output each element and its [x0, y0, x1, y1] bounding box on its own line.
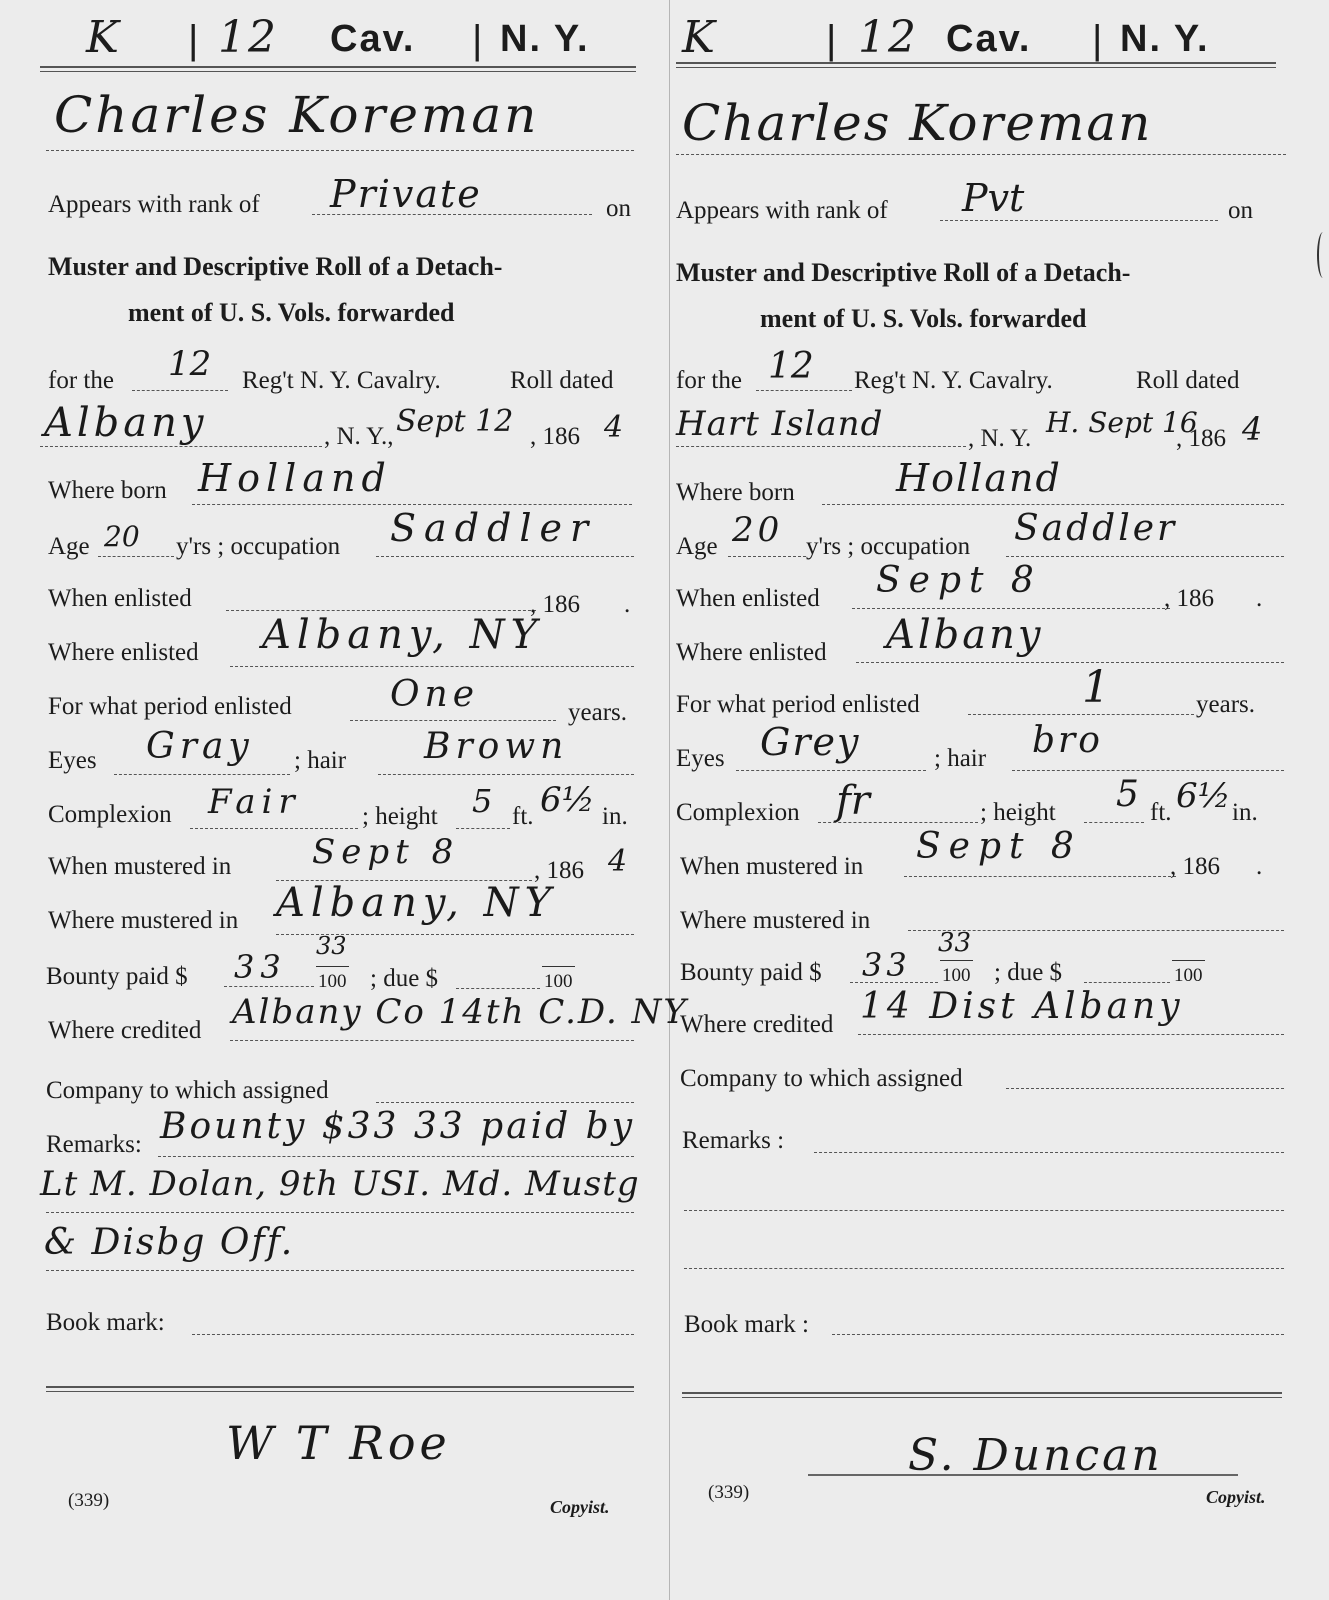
height-in: 6½ [1176, 776, 1231, 816]
when-enlisted-year: , 186 [1164, 585, 1214, 612]
roll-title-line2: ment of U. S. Vols. forwarded [760, 304, 1087, 333]
signature-rule [46, 1386, 634, 1392]
where-credited-value: 14 Dist Albany [860, 986, 1184, 1027]
ft-label: ft. [1150, 799, 1172, 826]
regiment-number: 12 [168, 344, 212, 384]
when-enlisted-value: Sept 8 [876, 560, 1042, 601]
year-suffix: 4 [604, 410, 624, 445]
rank-label: Appears with rank of [48, 191, 260, 218]
copyist-label: Copyist. [1206, 1487, 1266, 1507]
roll-title-line1: Muster and Descriptive Roll of a Detach- [48, 252, 503, 281]
where-credited-label: Where credited [48, 1017, 202, 1044]
header-rule [40, 66, 636, 72]
copyist-signature: S. Duncan [908, 1430, 1163, 1481]
height-in: 6½ [540, 780, 595, 820]
rank-value: Private [330, 172, 482, 216]
when-enlisted-year: , 186 [530, 591, 580, 618]
height-ft: 5 [472, 782, 493, 820]
years-occupation-label: y'rs ; occupation [176, 533, 341, 560]
regiment-label: Reg't N. Y. Cavalry. [854, 367, 1053, 394]
roll-title-line2: ment of U. S. Vols. forwarded [128, 298, 455, 327]
eyes-label: Eyes [676, 745, 725, 772]
year-prefix: , 186 [1176, 425, 1226, 452]
where-mustered-label: Where mustered in [680, 907, 871, 934]
mustered-year: , 186 [1170, 853, 1220, 880]
mustered-in-value: Sept 8 [312, 832, 460, 872]
roll-title-line1: Muster and Descriptive Roll of a Detach- [676, 258, 1131, 287]
age-value: 20 [104, 520, 140, 553]
years-label: years. [568, 699, 627, 726]
book-mark-label: Book mark: [46, 1309, 165, 1336]
where-mustered-value: Albany, NY [276, 880, 558, 926]
roll-place: Hart Island [676, 404, 884, 444]
where-born-label: Where born [676, 479, 795, 506]
due-label: ; due $ [370, 965, 439, 992]
occupation-value: Saddler [1014, 508, 1178, 549]
muster-card-right: K | 12 Cav. | N. Y. Charles Koreman Appears with rank of Pvt on Muster and Descriptive Roll of a Detach- ment of U. S. Vols. forwarded for the 12 Reg't N. Y. Cavalry. Roll dated Hart Island , N. Y. H. Sept 16 , 186 4 Where born Holland Age 20 y'rs ; occupation Saddler When enlisted Sept 8 , 186 . Where enlisted Albany For what period enlisted 1 years. Eyes Grey ; hair bro Complexion fr ; height 5 ft. 6½ in. When mustered in Sept 8 , 186 . Where mustered in Bounty paid $ 33 33 100 ; due $ 100 Where credited 14 Dist Albany Company to which assigned Remarks : Book mark : S. Duncan (339) Copyist. [676, 0, 1296, 1600]
years-label: years. [1196, 691, 1255, 718]
due-hundred: 100 [542, 966, 575, 997]
hair-label: ; hair [294, 747, 347, 774]
mustered-year: , 186 [534, 857, 584, 884]
age-value: 20 [732, 510, 784, 550]
year-prefix: , 186 [530, 423, 580, 450]
complexion-label: Complexion [676, 799, 800, 826]
where-born-label: Where born [48, 477, 167, 504]
hair-value: bro [1032, 720, 1103, 761]
rank-value: Pvt [962, 176, 1025, 220]
for-the-label: for the [48, 367, 114, 394]
company-label: Company to which assigned [680, 1065, 963, 1092]
remarks-line2: Lt M. Dolan, 9th USI. Md. Mustg [40, 1164, 640, 1204]
when-enlisted-label: When enlisted [48, 585, 192, 612]
ny-label: , N. Y., [324, 423, 394, 450]
form-number: (339) [68, 1490, 110, 1511]
card-header: K | 12 Cav. | N. Y. [86, 12, 590, 63]
where-mustered-label: Where mustered in [48, 907, 239, 934]
eyes-value: Gray [146, 726, 254, 767]
on-label: on [606, 195, 631, 222]
in-label: in. [602, 803, 628, 830]
where-credited-value: Albany Co 14th C.D. NY [232, 992, 688, 1032]
where-born-value: Holland [198, 456, 392, 500]
years-occupation-label: y'rs ; occupation [806, 533, 971, 560]
age-label: Age [48, 533, 90, 560]
when-enlisted-label: When enlisted [676, 585, 820, 612]
remarks-label: Remarks : [682, 1127, 785, 1154]
for-the-label: for the [676, 367, 742, 394]
mustered-in-value: Sept 8 [916, 826, 1082, 867]
book-mark-label: Book mark : [684, 1311, 809, 1338]
soldier-name: Charles Koreman [682, 94, 1153, 152]
copyist-signature: W T Roe [226, 1416, 451, 1470]
eyes-value: Grey [760, 720, 861, 764]
roll-place: Albany [44, 400, 208, 446]
bounty-value: 33 [234, 948, 287, 986]
bounty-cents: 33 [938, 928, 972, 958]
signature-rule [682, 1392, 1282, 1398]
signature-line [808, 1474, 1238, 1476]
header-state: N. Y. [500, 18, 590, 60]
form-number: (339) [708, 1482, 750, 1503]
ft-label: ft. [512, 803, 534, 830]
period-label: For what period enlisted [48, 693, 292, 720]
company-label: Company to which assigned [46, 1077, 329, 1104]
header-regiment: 12 [858, 12, 918, 63]
header-state: N. Y. [1120, 18, 1210, 60]
in-label: in. [1232, 799, 1258, 826]
copyist-label: Copyist. [550, 1497, 610, 1517]
complexion-value: Fair [208, 782, 301, 822]
roll-date: Sept 12 [396, 404, 514, 439]
roll-dated-label: Roll dated [1136, 367, 1240, 394]
ny-label: , N. Y. [968, 425, 1032, 452]
header-rule [676, 62, 1276, 68]
header-unit: Cav. [330, 18, 416, 60]
complexion-label: Complexion [48, 801, 172, 828]
year-suffix: 4 [1242, 410, 1263, 448]
eyes-label: Eyes [48, 747, 97, 774]
hair-label: ; hair [934, 745, 987, 772]
remarks-line1: Bounty $33 33 paid by [160, 1106, 636, 1147]
card-header: K | 12 Cav. | N. Y. [682, 12, 1210, 63]
period-value: One [390, 674, 480, 715]
bounty-value: 33 [862, 946, 911, 984]
muster-card-left: K | 12 Cav. | N. Y. Charles Koreman Appears with rank of Private on Muster and Descriptive Roll of a Detach- ment of U. S. Vols. forwarded for the 12 Reg't N. Y. Cavalry. Roll dated Albany , N. Y., Sept 12 , 186 4 Where born Holland Age 20 y'rs ; occupation Saddler When enlisted , 186 . Where enlisted Albany, NY For what period enlisted One years. Eyes Gray ; hair Brown Complexion Fair ; height 5 ft. 6½ in. When mustered in Sept 8 , 186 4 Where mustered in Albany, NY Bounty paid $ 33 33 100 ; due $ 100 Where credited Albany Co 14th C.D. NY Company to which assigned Remarks: Bounty $33 33 paid by Lt M. Dolan, 9th USI. Md. Mustg & Disbg Off. Book mark: W T Roe (339) Copyist. [40, 0, 660, 1600]
header-unit: Cav. [946, 18, 1032, 60]
bounty-cents: 33 [316, 932, 347, 960]
regiment-label: Reg't N. Y. Cavalry. [242, 367, 441, 394]
where-enlisted-value: Albany, NY [262, 612, 544, 658]
period-value: 1 [1082, 662, 1110, 713]
on-label: on [1228, 197, 1253, 224]
mustered-in-label: When mustered in [48, 853, 232, 880]
period-label: For what period enlisted [676, 691, 920, 718]
remarks-label: Remarks: [46, 1131, 142, 1158]
soldier-name: Charles Koreman [54, 86, 540, 144]
height-label: ; height [362, 803, 438, 830]
bounty-hundred: 100 [316, 966, 349, 997]
header-company: K [86, 12, 121, 63]
where-enlisted-label: Where enlisted [48, 639, 199, 666]
due-hundred: 100 [1172, 960, 1205, 991]
bounty-label: Bounty paid $ [680, 959, 822, 986]
complexion-value: fr [836, 778, 870, 824]
roll-dated-label: Roll dated [510, 367, 614, 394]
mustered-in-label: When mustered in [680, 853, 864, 880]
mustered-year-suffix: 4 [608, 844, 628, 879]
where-credited-label: Where credited [680, 1011, 834, 1038]
bounty-label: Bounty paid $ [46, 963, 188, 990]
bounty-hundred: 100 [940, 960, 973, 991]
rank-label: Appears with rank of [676, 197, 888, 224]
occupation-value: Saddler [390, 506, 597, 550]
where-enlisted-value: Albany [886, 612, 1044, 658]
age-label: Age [676, 533, 718, 560]
due-label: ; due $ [994, 959, 1063, 986]
regiment-number: 12 [768, 346, 814, 387]
edge-mark [1317, 232, 1329, 278]
roll-date: H. Sept 16 [1046, 406, 1198, 439]
hair-value: Brown [424, 726, 569, 767]
header-company: K [682, 12, 717, 63]
remarks-line3: & Disbg Off. [44, 1222, 295, 1263]
where-enlisted-label: Where enlisted [676, 639, 827, 666]
header-regiment: 12 [218, 12, 278, 63]
height-ft: 5 [1116, 774, 1139, 815]
height-label: ; height [980, 799, 1056, 826]
card-divider [669, 0, 670, 1600]
where-born-value: Holland [896, 456, 1062, 500]
